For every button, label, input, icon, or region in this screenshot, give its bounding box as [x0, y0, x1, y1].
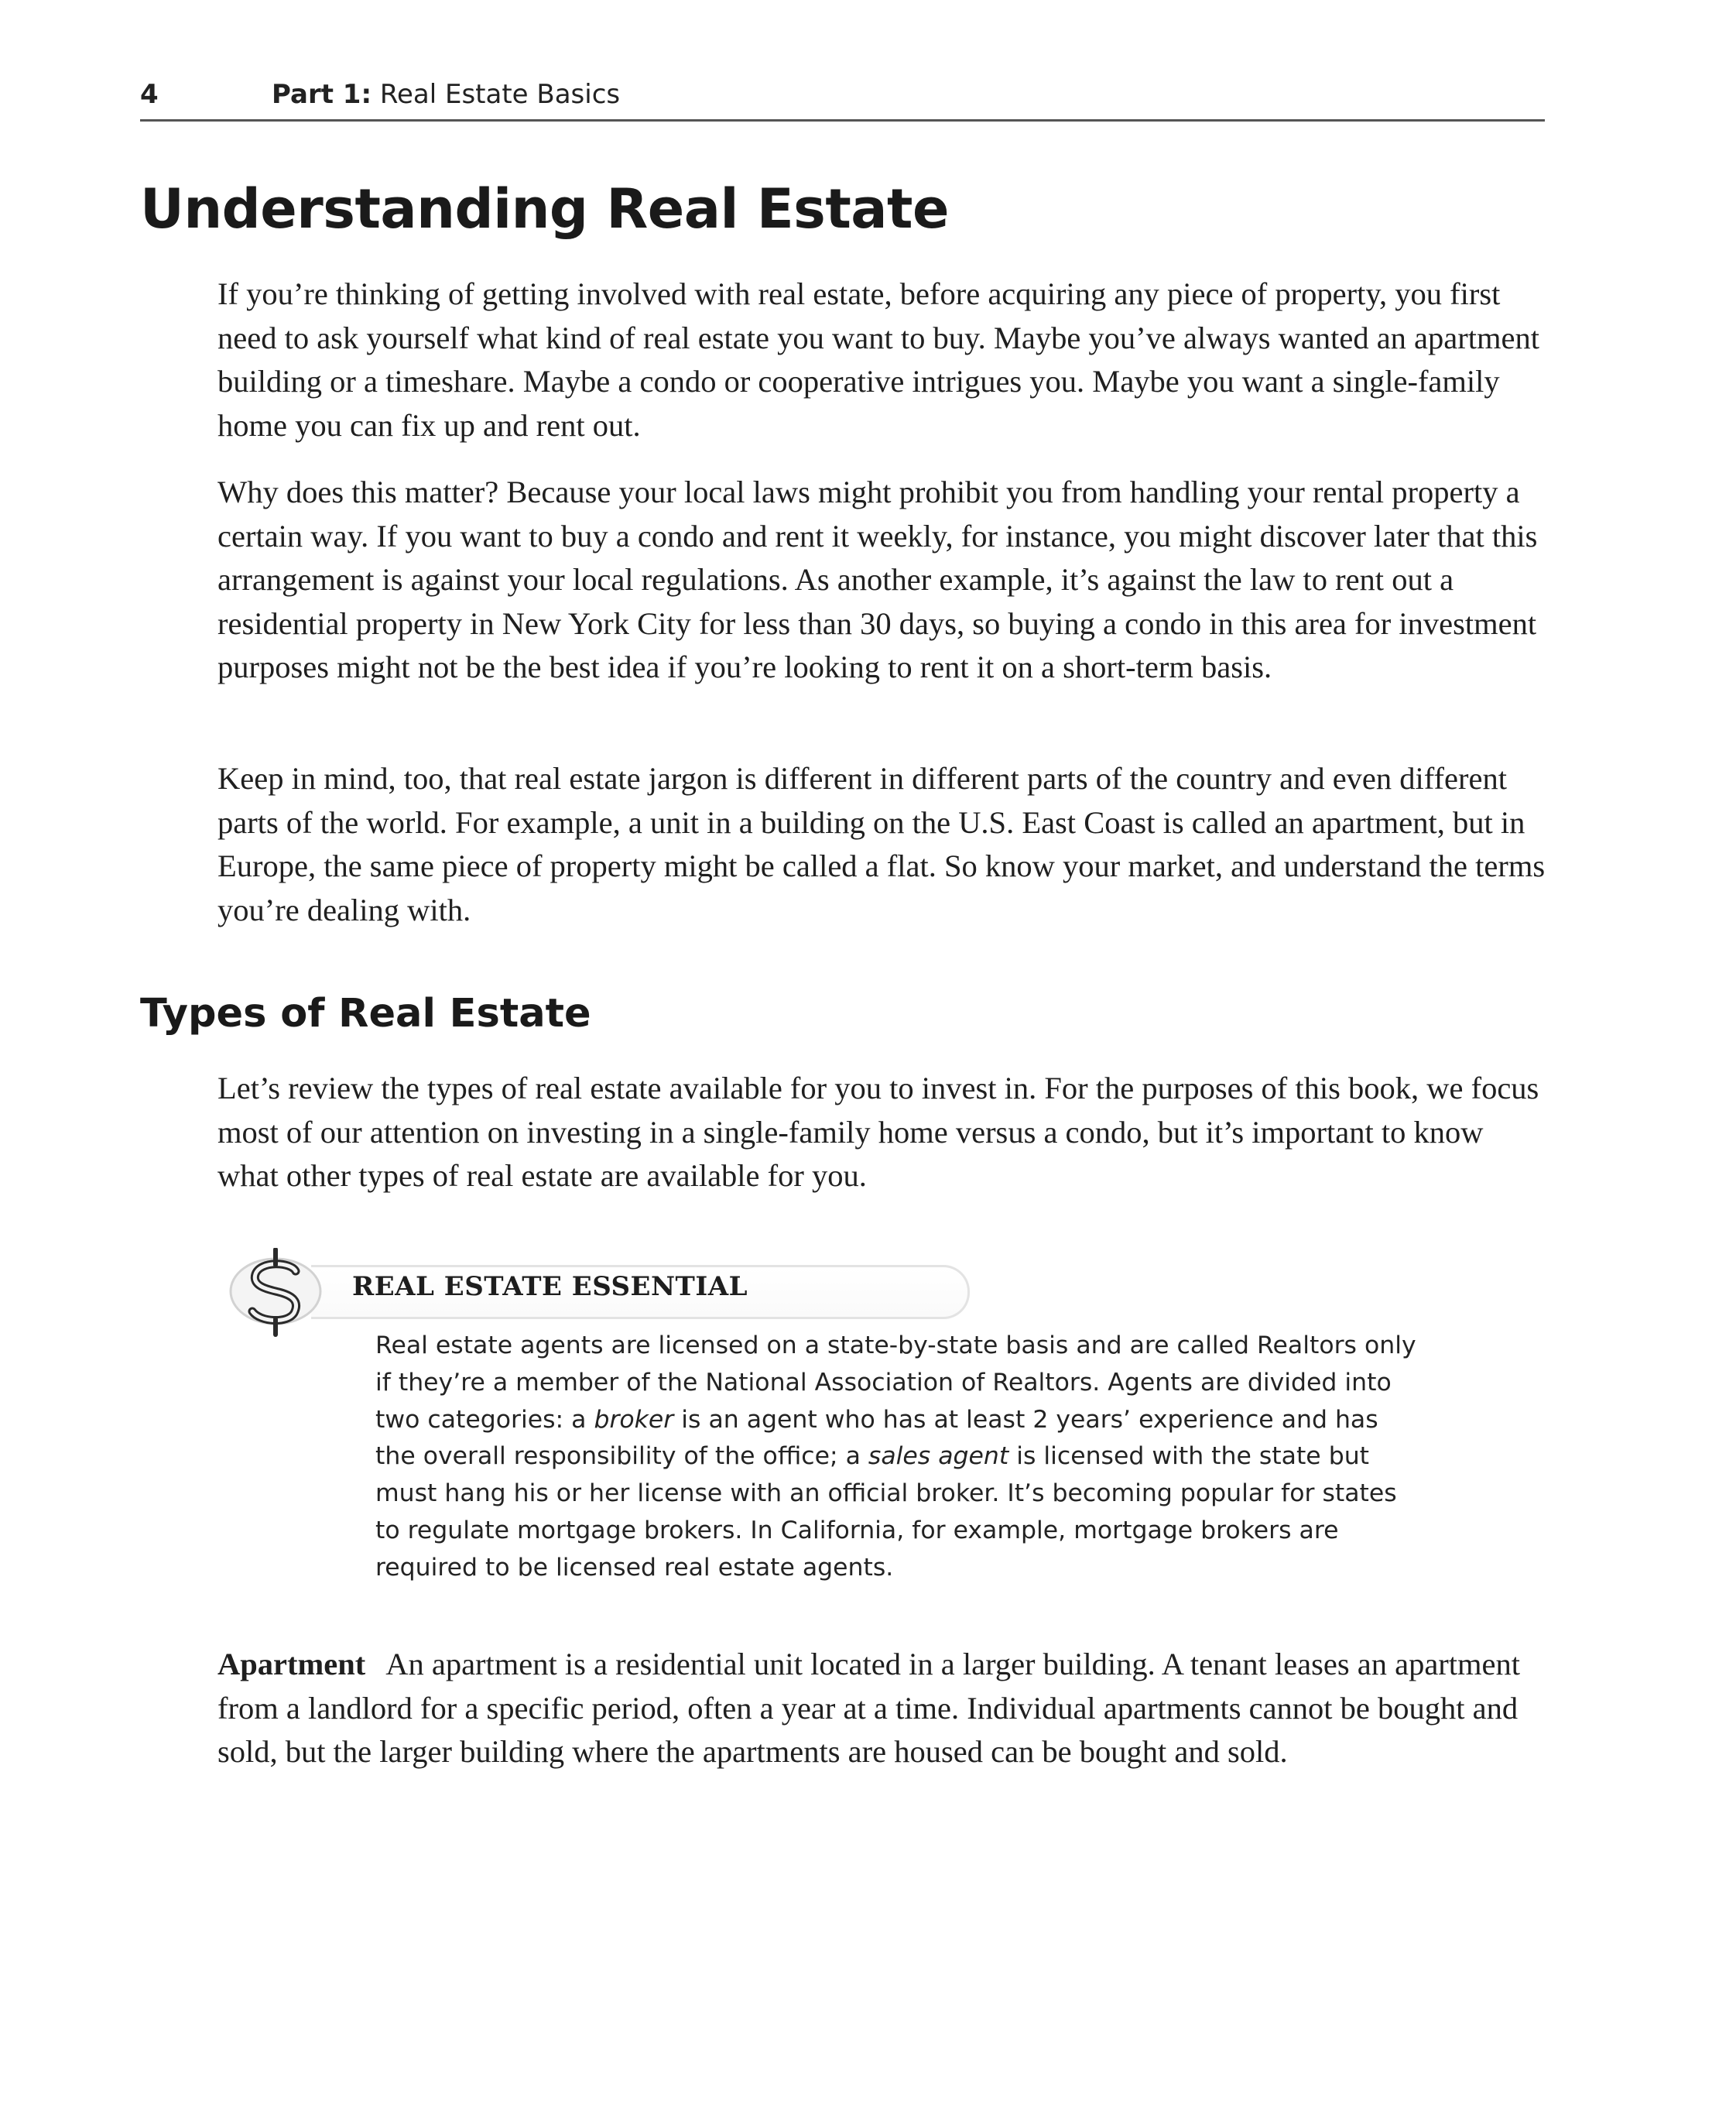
- running-head: [140, 76, 1545, 122]
- sidebar-text: Real estate agents are licensed on a state-by-state basis and are called Realtors only if they’re a member of the National Association of Realtors. Agents are divided into two categories: a: [375, 1332, 1416, 1434]
- intro-paragraph: Why does this matter? Because your local laws might prohibit you from handling your rental property a certain way. If you want to buy a condo and rent it weekly, for instance, you might discover later that this arrangement is against your local regulations. As another example, it’s against the law to rent out a residential property in New York City for less than 30 days, so buying a condo in this area for investment purposes might not be the best idea if you’re looking to rent it on a short-term basis.: [217, 475, 1538, 684]
- chapter-section-title: Understanding Real Estate: [140, 177, 949, 241]
- real-estate-essential-sidebar: [224, 1248, 1432, 1596]
- intro-paragraph: If you’re thinking of getting involved with real estate, before acquiring any piece of property, you first need to ask yourself what kind of real estate you want to buy. Maybe you’ve always wanted an apartment building or a timeshare. Maybe a condo or cooperative intrigues you. Maybe you want a single-family home you can fix up and rent out.: [217, 276, 1539, 443]
- part-title: Real Estate Basics: [372, 79, 621, 110]
- dollar-sign-icon: [224, 1248, 333, 1338]
- sidebar-heading: REAL ESTATE ESSENTIAL: [352, 1271, 748, 1302]
- sidebar-text: is an agent who has at least 2 years’ experience and has the overall responsibility of the office; a: [375, 1405, 1378, 1471]
- section-heading: Types of Real Estate: [140, 991, 591, 1037]
- definition-paragraph: [217, 1643, 1546, 1774]
- sidebar-term: sales agent: [868, 1442, 1009, 1471]
- page-number: 4: [140, 79, 159, 110]
- definition-text: An apartment is a residential unit located in a larger building. A tenant leases an apartment from a landlord for a specific period, often a year at a time. Individual apartments cannot be bought and sold, but the larger building where the apartments are housed can be bought and sold.: [217, 1647, 1521, 1769]
- sidebar-term: broker: [594, 1405, 674, 1434]
- section-paragraph: Let’s review the types of real estate available for you to invest in. For the purposes of this book, we focus most of our attention on investing in a single-family home versus a condo, but it’s important to know what other types of real estate are available for you.: [217, 1071, 1539, 1193]
- sidebar-body: [375, 1328, 1416, 1587]
- part-label: [272, 79, 620, 110]
- intro-paragraph: Keep in mind, too, that real estate jargon is different in different parts of the country and even different parts of the world. For example, a unit in a building on the U.S. East Coast is called an apartment, but in Europe, the same piece of property might be called a flat. So know your market, and understand the terms you’re dealing with.: [217, 761, 1546, 927]
- sidebar-text: is licensed with the state but must hang his or her license with an official broker. It’s becoming popular for states to regulate mortgage brokers. In California, for example, mortgage brokers are required to be licensed real estate agents.: [375, 1442, 1397, 1582]
- definition-term: Apartment: [217, 1647, 366, 1681]
- part-number: Part 1:: [272, 79, 372, 110]
